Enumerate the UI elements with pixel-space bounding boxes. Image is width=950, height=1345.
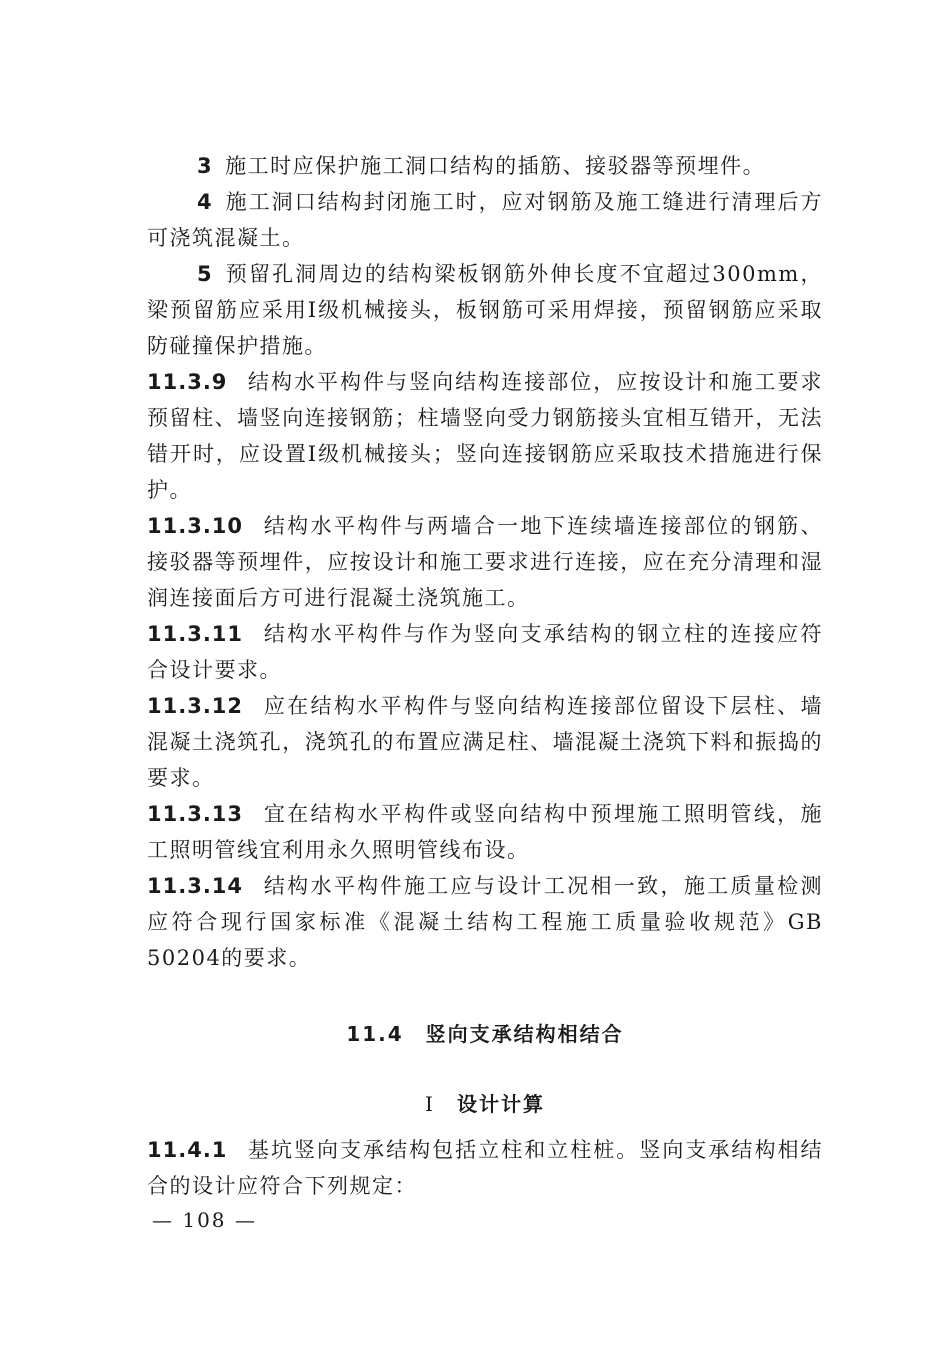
section-number: 11.4 xyxy=(346,1022,404,1046)
clause xyxy=(147,1132,823,1204)
clause-text: 结构水平构件与作为竖向支承结构的钢立柱的连接应符合设计要求。 xyxy=(147,622,823,682)
list-item xyxy=(147,148,823,184)
clause xyxy=(147,616,823,688)
item-text: 施工洞口结构封闭施工时，应对钢筋及施工缝进行清理后方可浇筑混凝土。 xyxy=(147,190,823,250)
list-item xyxy=(147,256,823,364)
clause-number: 11.3.9 xyxy=(147,370,228,394)
clause-text: 宜在结构水平构件或竖向结构中预埋施工照明管线，施工照明管线宜利用永久照明管线布设。 xyxy=(147,802,823,862)
clause-text: 结构水平构件与两墙合一地下连续墙连接部位的钢筋、接驳器等预埋件，应按设计和施工要求进行连接，应在充分清理和湿润连接面后方可进行混凝土浇筑施工。 xyxy=(147,514,823,610)
clause xyxy=(147,796,823,868)
item-text: 预留孔洞周边的结构梁板钢筋外伸长度不宜超过300mm，梁预留筋应采用Ⅰ级机械接头，板钢筋可采用焊接，预留钢筋应采取防碰撞保护措施。 xyxy=(147,262,823,358)
page-body xyxy=(147,148,823,1204)
subsection-heading xyxy=(147,1086,823,1122)
clause xyxy=(147,508,823,616)
clause-text: 结构水平构件施工应与设计工况相一致，施工质量检测应符合现行国家标准《混凝土结构工程施工质量验收规范》GB 50204的要求。 xyxy=(147,874,823,970)
clause-text: 应在结构水平构件与竖向结构连接部位留设下层柱、墙混凝土浇筑孔，浇筑孔的布置应满足柱、墙混凝土浇筑下料和振捣的要求。 xyxy=(147,694,823,790)
clause-number: 11.3.13 xyxy=(147,802,244,826)
section-title: 竖向支承结构相结合 xyxy=(425,1022,624,1046)
clause-text: 基坑竖向支承结构包括立柱和立柱桩。竖向支承结构相结合的设计应符合下列规定： xyxy=(147,1138,823,1198)
list-item xyxy=(147,184,823,256)
section-heading xyxy=(147,1016,823,1052)
subsection-numeral: Ⅰ xyxy=(425,1092,435,1116)
clause xyxy=(147,364,823,508)
page-number: — 108 — xyxy=(152,1208,257,1232)
clause-number: 11.3.11 xyxy=(147,622,244,646)
clause-number: 11.3.12 xyxy=(147,694,244,718)
item-number: 5 xyxy=(197,262,214,286)
item-number: 4 xyxy=(197,190,214,214)
clause-number: 11.3.14 xyxy=(147,874,244,898)
clause xyxy=(147,688,823,796)
subsection-title: 设计计算 xyxy=(456,1092,545,1116)
clause-number: 11.3.10 xyxy=(147,514,244,538)
item-number: 3 xyxy=(197,154,214,178)
clause-text: 结构水平构件与竖向结构连接部位，应按设计和施工要求预留柱、墙竖向连接钢筋；柱墙竖向受力钢筋接头宜相互错开，无法错开时，应设置Ⅰ级机械接头；竖向连接钢筋应采取技术措施进行保护。 xyxy=(147,370,823,502)
clause xyxy=(147,868,823,976)
clause-number: 11.4.1 xyxy=(147,1138,228,1162)
item-text: 施工时应保护施工洞口结构的插筋、接驳器等预埋件。 xyxy=(225,154,766,178)
